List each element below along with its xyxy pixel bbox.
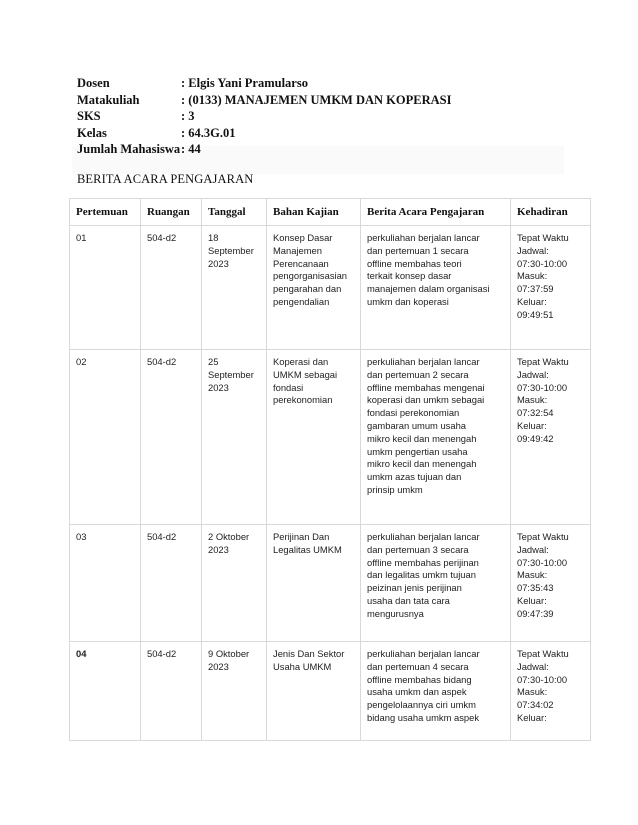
cell-berita-acara-line: usaha dan tata cara [367,594,450,606]
cell-kehadiran-line: Jadwal: [517,368,549,380]
cell-kehadiran-line: 07:30-10:00 [517,673,568,685]
cell-berita-acara-line: offline membahas bidang [367,673,472,685]
cell-kehadiran-line: 07:32:54 [517,407,554,419]
cell-pertemuan-value: 04 [76,648,87,659]
col-header-berita-acara: Berita Acara Pengajaran [361,199,511,226]
info-label: Kelas [77,125,107,140]
cell-berita-acara-line: umkm pengertian usaha [367,445,468,457]
cell-bahan-kajian-line: fondasi [273,381,304,393]
cell-bahan-kajian-line: Koperasi dan [273,356,329,367]
cell-bahan-kajian-line: pengendalian [273,295,330,307]
cell-berita-acara-line: fondasi perekonomian [367,407,460,419]
cell-ruangan-value: 504-d2 [147,648,177,659]
cell-kehadiran-line: 07:37:59 [517,283,554,295]
cell-tanggal-line: 9 Oktober [208,648,250,659]
table-row [70,525,591,642]
cell-tanggal-line: 2023 [208,257,229,269]
cell-ruangan-value: 504-d2 [147,531,177,542]
cell-berita-acara-line: offline membahas perijinan [367,556,479,568]
cell-kehadiran-line: Keluar: [517,295,547,307]
cell-berita-acara-line: perkuliahan berjalan lancar [367,531,480,542]
cell-bahan-kajian-line: Usaha UMKM [273,660,332,672]
cell-tanggal-line: 2023 [208,543,229,555]
cell-ruangan-value: 504-d2 [147,356,177,367]
cell-pertemuan-value: 03 [76,531,87,542]
cell-kehadiran [511,226,591,350]
cell-kehadiran-line: 07:30-10:00 [517,381,568,393]
cell-bahan-kajian-line: Legalitas UMKM [273,543,342,555]
cell-tanggal-line: 25 [208,356,219,367]
cell-kehadiran-line: Jadwal: [517,244,549,256]
cell-kehadiran-line: 07:35:43 [517,582,554,594]
cell-pertemuan [70,350,141,525]
cell-kehadiran-line: 09:49:42 [517,432,554,444]
cell-berita-acara-line: dan pertemuan 4 secara [367,660,469,672]
cell-bahan-kajian-line: Jenis Dan Sektor [273,648,345,659]
table-header-row [70,199,591,226]
cell-bahan-kajian [267,642,361,741]
info-label: Jumlah Mahasiswa [77,142,181,156]
cell-kehadiran [511,525,591,642]
cell-kehadiran-line: Jadwal: [517,660,549,672]
info-value: : (0133) MANAJEMEN UMKM DAN KOPERASI [181,92,452,107]
table-row [70,642,591,741]
col-header-kehadiran: Kehadiran [511,199,591,226]
cell-berita-acara-line: usaha umkm dan aspek [367,686,467,698]
cell-kehadiran-line: Tepat Waktu [517,232,569,243]
cell-bahan-kajian-line: pengarahan dan [273,283,342,295]
cell-berita-acara-line: manajemen dalam organisasi [367,283,490,295]
cell-bahan-kajian [267,525,361,642]
info-value: : Elgis Yani Pramularso [181,76,308,90]
cell-berita-acara-line: mengurusnya [367,607,424,619]
col-header-ruangan: Ruangan [141,199,202,226]
cell-berita-acara-line: umkm azas tujuan dan [367,471,462,483]
cell-berita-acara-line: dan pertemuan 2 secara [367,368,469,380]
cell-tanggal [202,350,267,525]
cell-berita-acara [361,350,511,525]
cell-kehadiran-line: Masuk: [517,394,548,406]
cell-kehadiran-line: Tepat Waktu [517,648,569,659]
cell-berita-acara-line: dan pertemuan 3 secara [367,543,469,555]
cell-tanggal-line: September [208,244,254,256]
cell-kehadiran-line: 07:30-10:00 [517,556,568,568]
cell-bahan-kajian [267,350,361,525]
info-value: : 44 [181,142,201,156]
cell-berita-acara-line: peizinan jenis perijinan [367,582,462,594]
teaching-record-table [69,198,591,741]
section-title: BERITA ACARA PENGAJARAN [77,172,254,186]
cell-berita-acara-line: terkait konsep dasar [367,270,452,282]
cell-kehadiran-line: Keluar: [517,419,547,431]
cell-ruangan [141,642,202,741]
table-row [70,350,591,525]
table-row [70,226,591,350]
cell-kehadiran-line: 09:47:39 [517,607,554,619]
col-header-bahan-kajian: Bahan Kajian [267,199,361,226]
cell-tanggal [202,226,267,350]
cell-kehadiran-line: Masuk: [517,270,548,282]
cell-pertemuan-value: 02 [76,356,87,367]
cell-bahan-kajian-line: Konsep Dasar [273,232,333,243]
cell-berita-acara-line: mikro kecil dan menengah [367,432,477,444]
col-header-tanggal: Tanggal [202,199,267,226]
cell-kehadiran [511,350,591,525]
cell-berita-acara-line: perkuliahan berjalan lancar [367,648,480,659]
cell-tanggal-line: 2 Oktober [208,531,250,542]
cell-bahan-kajian-line: Perencanaan [273,257,329,269]
cell-kehadiran-line: 07:30-10:00 [517,257,568,269]
cell-kehadiran-line: Masuk: [517,686,548,698]
cell-berita-acara-line: perkuliahan berjalan lancar [367,356,480,367]
info-row-kelas [77,125,451,142]
cell-berita-acara-line: dan pertemuan 1 secara [367,244,469,256]
info-row-jumlah-mahasiswa [77,141,451,158]
cell-bahan-kajian-line: perekonomian [273,394,333,406]
info-value: : 3 [181,109,195,123]
cell-kehadiran-line: 07:34:02 [517,699,554,711]
cell-berita-acara-line: umkm dan koperasi [367,295,449,307]
info-row-matakuliah [77,92,451,109]
cell-kehadiran-line: Jadwal: [517,543,549,555]
cell-tanggal-line: September [208,368,254,380]
cell-kehadiran-line: Keluar: [517,594,547,606]
cell-berita-acara-line: koperasi dan umkm sebagai [367,394,485,406]
cell-berita-acara-line: bidang usaha umkm aspek [367,711,480,723]
cell-tanggal-line: 2023 [208,381,229,393]
cell-berita-acara-line: pengelolaannya ciri umkm [367,699,476,711]
cell-berita-acara [361,642,511,741]
cell-kehadiran [511,642,591,741]
cell-kehadiran-line: Tepat Waktu [517,531,569,542]
info-label: SKS [77,109,101,123]
info-row-sks [77,108,451,125]
cell-tanggal-line: 18 [208,232,219,243]
cell-berita-acara [361,226,511,350]
info-label: Matakuliah [77,92,140,107]
cell-ruangan [141,226,202,350]
cell-berita-acara-line: prinsip umkm [367,483,423,495]
cell-berita-acara-line: dan legalitas umkm tujuan [367,569,476,581]
cell-berita-acara [361,525,511,642]
cell-tanggal [202,525,267,642]
cell-berita-acara-line: offline membahas mengenai [367,381,485,393]
cell-berita-acara-line: perkuliahan berjalan lancar [367,232,480,243]
cell-pertemuan-value: 01 [76,232,87,243]
cell-ruangan [141,525,202,642]
cell-ruangan-value: 504-d2 [147,232,177,243]
cell-bahan-kajian-line: Manajemen [273,244,322,256]
cell-kehadiran-line: Tepat Waktu [517,356,569,367]
cell-bahan-kajian-line: pengorganisasian [273,270,348,282]
cell-bahan-kajian-line: Perijinan Dan [273,531,330,542]
cell-berita-acara-line: mikro kecil dan menengah [367,458,477,470]
cell-pertemuan [70,642,141,741]
info-value: : 64.3G.01 [181,125,236,140]
cell-tanggal [202,642,267,741]
cell-berita-acara-line: offline membahas teori [367,257,462,269]
info-row-dosen [77,75,451,92]
course-info [77,75,451,158]
cell-pertemuan [70,525,141,642]
cell-bahan-kajian [267,226,361,350]
cell-ruangan [141,350,202,525]
cell-kehadiran-line: Masuk: [517,569,548,581]
cell-kehadiran-line: 09:49:51 [517,308,554,320]
cell-kehadiran-line: Keluar: [517,711,547,723]
cell-tanggal-line: 2023 [208,660,229,672]
cell-bahan-kajian-line: UMKM sebagai [273,368,338,380]
info-label: Dosen [77,76,110,90]
cell-berita-acara-line: gambaran umum usaha [367,419,467,431]
col-header-pertemuan: Pertemuan [70,199,141,226]
cell-pertemuan [70,226,141,350]
